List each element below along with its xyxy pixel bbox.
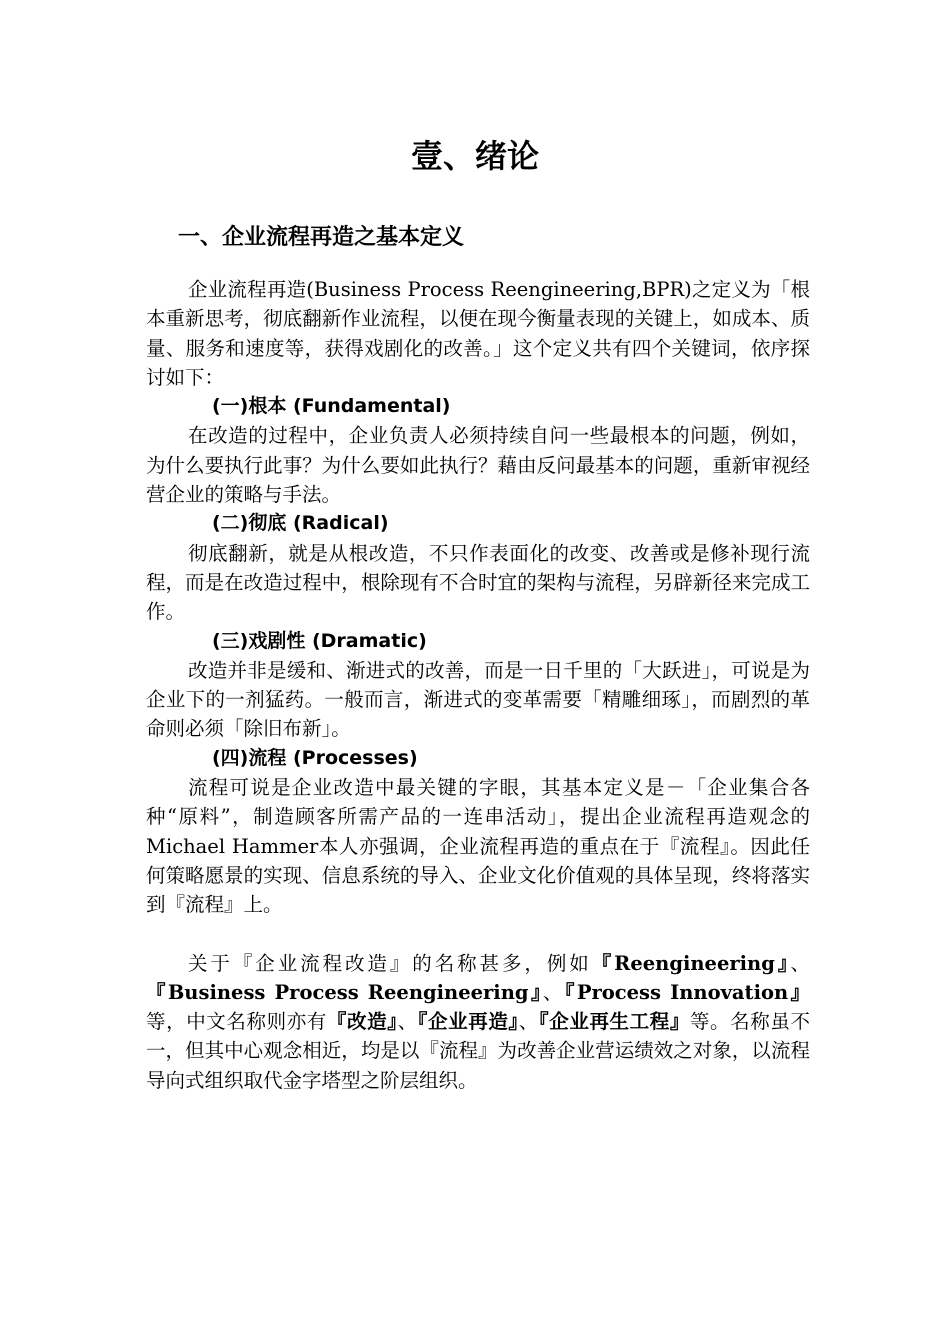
keyword-heading-radical: (二)彻底 (Radical) (212, 512, 389, 535)
keyword-heading-processes: (四)流程 (Processes) (212, 746, 418, 769)
keyword-text-fundamental: 在改造的过程中，企业负责人必须持续自问一些最根本的问题，例如，为什么要执行此事？为什么要如此执行？藉由反问最基本的问题，重新审视经营企业的策略与手法。 (146, 424, 810, 507)
names-text-1: 关于『企业流程改造』的名称甚多，例如 (188, 951, 592, 975)
names-separator-2: 、 (542, 980, 565, 1004)
document-body (146, 275, 810, 1095)
names-paragraph (146, 949, 810, 1095)
keyword-text-processes: 流程可说是企业改造中最关键的字眼，其基本定义是－「企业集合各种“原料”，制造顾客所需产品的一连串活动」，提出企业流程再造观念的Michael Hammer本人亦强调，企业流程再造的重点在于『流程』。因此任何策略愿景的实现、信息系统的导入、企业文化价值观的具体呈现，终将落实到『流程』上。 (146, 776, 810, 917)
name-reengineering: 『Reengineering』 (591, 951, 791, 975)
keyword-text-dramatic: 改造并非是缓和、渐进式的改善，而是一日千里的「大跃进」，可说是为企业下的一剂猛药。一般而言，渐进式的变革需要「精雕细琢」，而剧烈的革命则必须「除旧布新」。 (146, 658, 810, 741)
keyword-text-radical: 彻底翻新，就是从根改造，不只作表面化的改变、改善或是修补现行流程，而是在改造过程中，根除现有不合时宜的架构与流程，另辟新径来完成工作。 (146, 541, 810, 624)
name-bpr: 『Business Process Reengineering』 (146, 980, 543, 1004)
names-text-3: 等。名称虽不一，但其中心观念相近，均是以『流程』为改善企业营运绩效之对象，以流程导向式组织取代金字塔型之阶层组织。 (146, 1010, 810, 1092)
name-process-innovation: 『Process Innovation』 (564, 980, 810, 1004)
keyword-heading-fundamental: (一)根本 (Fundamental) (212, 395, 451, 418)
names-separator-3: 、 (397, 1010, 418, 1034)
names-text-2: 等，中文名称则亦有 (146, 1010, 327, 1034)
chapter-title: 壹、绪论 (410, 137, 539, 175)
keyword-heading-dramatic: (三)戏剧性 (Dramatic) (212, 629, 427, 652)
name-gaizao: 『改造』 (326, 1010, 398, 1034)
names-separator-1: 、 (790, 951, 810, 975)
name-qiye-zaizao: 『企业再造』 (417, 1010, 519, 1034)
name-qiye-zaisheng-gongcheng: 『企业再生工程』 (538, 1010, 690, 1034)
section-heading: 一、企业流程再造之基本定义 (178, 225, 465, 250)
paragraph-gap (146, 920, 810, 949)
intro-paragraph: 企业流程再造(Business Process Reengineering,BPR)之定义为「根本重新思考，彻底翻新作业流程，以便在现今衡量表现的关键上，如成本、质量、服务和速度等，获得戏剧化的改善。」这个定义共有四个关键词，依序探讨如下： (146, 278, 810, 389)
names-separator-4: 、 (518, 1010, 539, 1034)
